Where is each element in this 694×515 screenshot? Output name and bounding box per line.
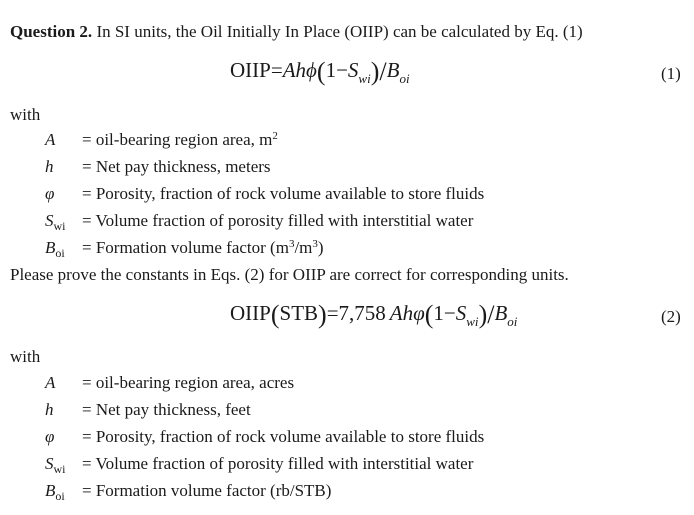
def1-text-swi: = Volume fraction of porosity filled with interstitial water: [82, 211, 474, 230]
eq2-A: A: [389, 301, 403, 325]
question-line: [10, 22, 583, 42]
eq1-one: 1: [325, 58, 337, 82]
def1-text-phi: = Porosity, fraction of rock volume available to store fluids: [82, 184, 485, 203]
def2-text-A: = oil-bearing region area, acres: [82, 373, 295, 392]
equation-1-number: (1): [661, 64, 681, 83]
def2-text-phi: = Porosity, fraction of rock volume available to store fluids: [82, 427, 485, 446]
eq1-close-paren: ): [370, 57, 380, 86]
eq1-lhs: OIIP: [230, 58, 271, 82]
eq1-S: S: [347, 58, 359, 82]
eq1-h: h: [295, 58, 307, 82]
def2-symbol-h: h: [45, 400, 54, 419]
def1-symbol-swi: $S_{wi}$: [45, 211, 66, 233]
def1-text-A: = oil-bearing region area, $m^2$: [82, 130, 278, 149]
eq1-slash: /: [379, 57, 387, 86]
def2-symbol-phi: φ: [45, 427, 55, 446]
eq1-phi: ϕ: [306, 58, 317, 82]
eq1-B: B: [386, 58, 400, 82]
eq2-close-paren-unit: ): [318, 300, 327, 329]
def2-text-boi: = Formation volume factor (rb/STB): [82, 481, 332, 500]
eq1-A: A: [282, 58, 296, 82]
eq1-wi: wi: [358, 71, 371, 86]
eq2-wi: wi: [466, 314, 479, 329]
def2-symbol-boi: $B_{oi}$: [45, 481, 65, 503]
eq2-unit: STB: [279, 301, 319, 325]
with-label-2: with: [10, 347, 41, 366]
eq1-equals: =: [270, 58, 283, 82]
def2-symbol-swi: $S_{wi}$: [45, 454, 66, 476]
eq1-open-paren: (: [316, 57, 326, 86]
eq1-oi: oi: [399, 71, 410, 86]
eq2-lhs: OIIP: [230, 301, 271, 325]
eq2-one: 1: [433, 301, 444, 325]
def1-text-h: = Net pay thickness, meters: [82, 157, 271, 176]
eq2-equals: =: [326, 301, 339, 325]
def2-symbol-A: A: [45, 373, 56, 392]
def2-text-swi: = Volume fraction of porosity filled with interstitial water: [82, 454, 474, 473]
eq2-slash: /: [487, 300, 495, 329]
with-label-1: with: [10, 105, 41, 124]
def1-symbol-boi: $B_{oi}$: [45, 238, 65, 260]
eq2-S: S: [455, 301, 467, 325]
equation-2-number: (2): [661, 307, 681, 326]
def1-symbol-A: A: [45, 130, 56, 149]
eq1-minus: −: [336, 58, 348, 82]
question-label: Question 2.: [10, 22, 93, 41]
def1-text-boi: = Formation volume factor $(m^3/m^3)$: [82, 238, 324, 257]
eq2-close-paren: ): [478, 300, 488, 329]
def1-symbol-phi: φ: [45, 184, 55, 203]
eq2-open-paren: (: [424, 300, 434, 329]
equation-2: [230, 301, 517, 330]
eq2-open-paren-unit: (: [270, 300, 280, 329]
eq2-B: B: [494, 301, 508, 325]
eq2-minus: −: [443, 301, 456, 325]
question-text: In SI units, the Oil Initially In Place (OIIP) can be calculated by Eq. (1): [92, 22, 583, 41]
equation-1: [230, 58, 410, 87]
prove-instruction: Please prove the constants in Eqs. (2) for OIIP are correct for corresponding units.: [10, 265, 569, 284]
eq2-constant: 7,758: [338, 301, 386, 325]
eq2-phi: φ: [413, 301, 425, 325]
def2-text-h: = Net pay thickness, feet: [82, 400, 251, 419]
eq2-h: h: [402, 301, 414, 325]
def1-symbol-h: h: [45, 157, 54, 176]
eq2-oi: oi: [507, 314, 518, 329]
